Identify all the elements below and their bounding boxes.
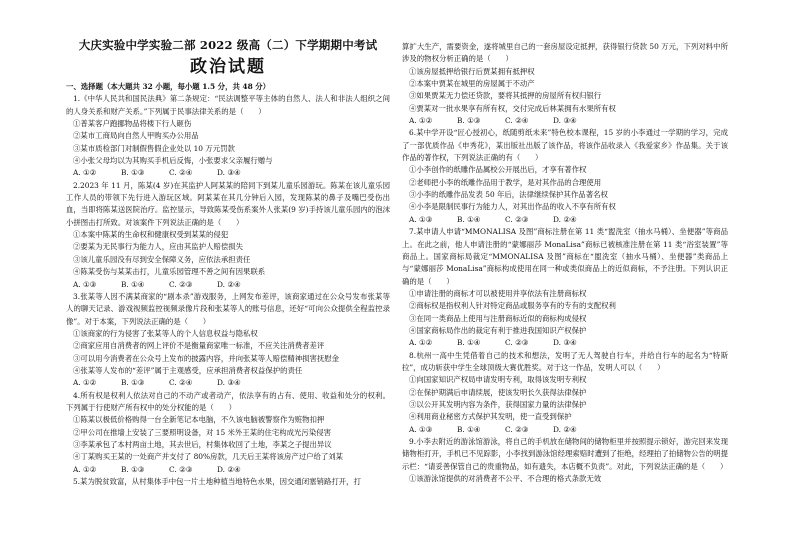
statement-option: ②商标权是指权利人针对特定商品或服务享有的专有的支配权利 (409, 301, 616, 311)
statement-option: ③在同一类商品上使用与注册商标近似的商标构成侵权 (409, 313, 587, 323)
statement-option: ③可以用今消费者在公众号上发布的披露内容，并向张某等人赔偿精神损害抚慰金 (73, 353, 340, 363)
answer-choice: D. ③④ (217, 378, 241, 388)
left-questions (66, 93, 390, 488)
answer-options (66, 167, 390, 179)
answer-options (402, 115, 728, 127)
answer-choice: A. ①③ (409, 214, 433, 224)
statement-option: ①该房屋抵押给银行后贾某拥有抵押权 (409, 66, 535, 76)
question-text: 1.《中华人民共和国民法典》第二条规定：“民法调整平等主体的自然人、法人和非法人组织之间的人身关系和财产关系。”下列属于民事法律关系的是（ ） (66, 94, 390, 116)
answer-choice: D. ②④ (217, 464, 241, 474)
right-column (402, 0, 728, 485)
statement-option: ③某市质检部门对制假售假企业处以 10 万元罚款 (73, 143, 235, 153)
statement-option: ②甲公司在推墙上安装了三要照明设备，对 15 米外王某的住宅构成光污染侵害 (73, 427, 331, 437)
statement-option: ③如果贾某无力偿还贷款，要将其抵押的房屋所有权归银行 (409, 91, 602, 101)
answer-options (66, 377, 390, 389)
statement-option: ④陈某受伤与某某击打，儿童乐园管理不善之间有因果联系 (73, 267, 266, 277)
answer-choice: C. ②③ (169, 279, 193, 289)
answer-options (402, 214, 728, 226)
answer-choice: B. ①④ (457, 424, 481, 434)
question-text: 6.某中学开设“匠心授初心，纸随剪纸未来”特色校本课程，15 岁的小李通过一学期的学习，完成了一部优质作品《申秀花》，某出版社出版了该作品，将该作品收录入《我爱家乡》作品集。关于该作品的著作权，下列说法正确的有（ ） (402, 128, 728, 163)
question-text: 9.小李去附近的游泳馆游泳，将自己的手机放在储物间的储物柜里并按照提示锁好，游完回来发现储物柜打开，手机已不见踪影，小李找到游泳馆经理索赔时遭到了拒绝，经理拍了拍储物公告的明提示栏：“请妥善保管自己的贵重物品，如有遗失，本店概不负责”。对此，下列说法正确的是（ ） (402, 437, 728, 471)
question-text: 8.杭州一高中生凭借着自己的技术和想法，发明了无人驾驶自行车，并给自行车的起名为“特斯拉”，成功斩获中学生全球顶级大赛优胜奖。对于这一作品，发明人可以（ ） (402, 350, 728, 372)
right-questions (402, 41, 728, 485)
answer-choice: B. ①③ (457, 116, 481, 126)
question-text: 5.某为脱贫致富，从村集体手中包一片土地种植当地特色水果，因交通闭塞销路打开，打 (73, 477, 361, 486)
statement-option: ①本案中陈某的生命权和健康权受到某某的侵犯 (73, 230, 229, 240)
answer-choice: C. ②③ (505, 338, 529, 348)
answer-choice: D. ③④ (217, 168, 241, 178)
statement-option: ①陈某以极低价格购得一台全新笔记本电脑，不久该电脑被警察作为赃物扣押 (73, 415, 325, 425)
answer-choice: A. ①② (409, 338, 433, 348)
statement-option: ③该儿童乐园没有尽到安全保障义务，应依法承担责任 (73, 254, 251, 264)
answer-choice: C. ②④ (169, 168, 193, 178)
answer-choice: C. ②③ (169, 464, 193, 474)
answer-choice: C. ②③ (505, 424, 529, 434)
statement-option: ②要某为无民事行为能力人，应由其监护人赔偿损失 (73, 242, 243, 252)
answer-choice: B. ①③ (121, 378, 145, 388)
answer-choice: A. ①② (73, 464, 97, 474)
answer-choice: B. ①③ (121, 464, 145, 474)
answer-options (66, 464, 390, 476)
answer-choice: D. ②④ (553, 424, 577, 434)
answer-options (402, 424, 728, 436)
statement-option: ①该商家的行为侵害了张某等人的个人信息权益与隐私权 (73, 328, 258, 338)
statement-option: ②本案中贾某在城里的房屋属于不动产 (409, 79, 535, 89)
statement-option: ③李某承包了本村两亩土地，其去世后，村集体收回了土地，李某之子提出异议 (73, 439, 332, 449)
question-text: 3.张某等人因不满某商家的“剧本杀”游戏服务，上网发布差评，该商家通过在公众号发布张某等人的聊天记录、游戏视频监控视频录像片段和张某等人的账号信息，还好“可向公众提供全程监控录像”。对于本案，下列说法正确的是（ ） (66, 291, 390, 326)
question-text: 7.某申请人申请“MMONALISA 及图”商标注册在第 11 类“盥洗室（抽水马桶）、坐便器”等商品上。在此之前，他人申请注册的“蒙娜丽莎 MonaLisa”商标已被核准注册在第 11 类“浴室装置”等商品上。国家商标局裁定“MMONALISA 及图”商标在“盥洗室（抽水马桶）、坐便器”类商品上与“蒙娜丽莎 MonaLisa”商标构成使用在同一种或类似商品上的近似商标，不予注册。下列认识正确的是（ ） (402, 227, 728, 286)
answer-choice: D. ②④ (217, 279, 241, 289)
statement-option: ①向国家知识产权局申请发明专利，取得该发明专利权 (409, 375, 587, 385)
answer-choice: C. ②④ (169, 378, 193, 388)
statement-option: ②在保护期满后申请续展，使该发明长久获得法律保护 (409, 387, 587, 397)
statement-option: ②某市工商局向自然人甲购买办公用品 (73, 131, 199, 141)
section-heading: 一、选择题（本大题共 32 小题，每小题 1.5 分，共 48 分） (66, 82, 271, 91)
question-text: 4.所有权是权利人依法对自己的不动产或者动产，依法享有的占有、使用、收益和处分的权利。下列属于行使财产所有权中的处分权能的是（ ） (66, 390, 390, 412)
answer-choice: A. ①② (73, 378, 97, 388)
answer-choice: A. ①② (73, 168, 97, 178)
statement-option: ③小李的纸雕作品发表 50 年后，法律继续保护其作品著名权 (409, 190, 608, 200)
statement-option: ①申请注册的商标才可以被使用并享依法有注册商标权 (409, 288, 587, 298)
answer-choice: B. ①④ (457, 338, 481, 348)
statement-option: ①该游泳馆提供的对消费者不公平、不合理的格式条款无效 (409, 474, 602, 484)
question-text: 2.2023 年 11 月，陈某(4 岁)在其监护人阿某某的陪同下到某儿童乐园游玩。陈某在该儿童乐园工作人员的带领下先行进入游玩区域。阿某某在其几分钟后入园，发现陈某的鼻子及嘴巴受伤出血，当即将陈某送医院治疗。监控显示，导致陈某受伤系案外人张某(9 岁)手持该儿童乐园内的泡沫小拼图击打所致。对该案件下列说法正确的是（ ） (66, 180, 390, 227)
answer-choice: C. ②④ (505, 116, 529, 126)
answer-choice: B. ①③ (121, 168, 145, 178)
statement-option: ④小李是限制民事行为能力人，对其出作品的收入不享有所有权 (409, 202, 616, 212)
statement-option: ④贾某对一批水果享有所有权，交付完成后林某拥有水果所有权 (409, 103, 616, 113)
statement-option: ③以公开其发明内容为条件，获得国家力量的法律保护 (409, 399, 587, 409)
subject-title: 政治试题 (190, 57, 266, 77)
answer-choice: B. ①④ (457, 214, 481, 224)
statement-option: ④利用商业秘密方式保护其发明，使一直受到保护 (409, 412, 572, 422)
answer-choice: D. ③④ (553, 116, 577, 126)
statement-option: ①小李创作的纸雕作品属校公开展出后，才享有著作权 (409, 165, 587, 175)
answer-choice: B. ①④ (121, 279, 145, 289)
statement-option: ②商家应用自消费者的网上评价不是衡量商家唯一标准，不应关注消费者差评 (73, 341, 325, 351)
statement-option: ④丁某购买王某的一处商产并支付了 80%房款，几天后王某将该房产过户给了刘某 (73, 452, 344, 462)
answer-choice: A. ①② (409, 116, 433, 126)
statement-option: ②老师把小李的纸雕作品用于教学，是对其作品的合理使用 (409, 177, 602, 187)
answer-choice: C. ②③ (505, 214, 529, 224)
statement-option: ④张某等人发布的“差评”属于主观感受，应承担消费者权益保护的责任 (73, 365, 303, 375)
answer-choice: A. ①③ (409, 424, 433, 434)
answer-choice: D. ②④ (553, 214, 577, 224)
statement-option: ①普某客户跑挪物品将楼下行人砸伤 (73, 119, 192, 129)
statement-option: ④国家商标局作出的裁定有利于推进我国知识产权保护 (409, 325, 587, 335)
answer-options (402, 337, 728, 349)
answer-options (66, 279, 390, 291)
exam-title: 大庆实验中学实验二部 2022 级高（二）下学期期中考试 (78, 38, 378, 52)
left-column (66, 0, 390, 488)
answer-choice: A. ①③ (73, 279, 97, 289)
question-text: 算扩大生产，需要资金，遂将城里自己的一套房屋设定抵押，获得银行贷款 50 万元，下列对料中所涉及的物权分析正确的是（ ） (402, 42, 728, 64)
answer-choice: D. ③④ (553, 338, 577, 348)
statement-option: ④小张父母均以为其购买手机后反悔，小张要求父亲履行赠与 (73, 156, 273, 166)
